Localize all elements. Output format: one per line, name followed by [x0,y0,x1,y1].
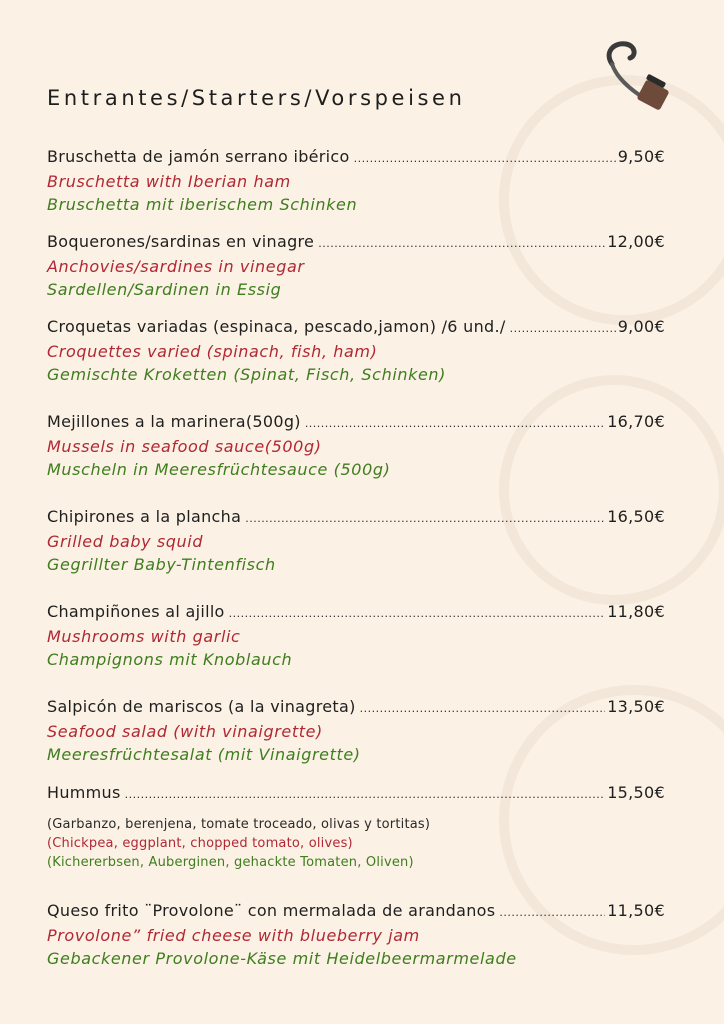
item-name-es: Champiñones al ajillo [47,602,225,621]
item-name-en: Provolone” fried cheese with blueberry jam [47,926,420,945]
item-name-es: Hummus [47,783,121,802]
item-price: 11,80€ [607,602,665,621]
menu-item [47,410,665,481]
menu-item [47,899,665,970]
menu-item [47,600,665,671]
leader-dots [245,507,605,530]
menu-item [47,145,665,216]
item-name-en: Mushrooms with garlic [47,627,241,646]
item-price: 9,50€ [617,147,665,166]
item-price: 16,70€ [607,412,665,431]
item-name-en: Mussels in seafood sauce(500g) [47,437,322,456]
item-price: 9,00€ [617,317,665,336]
item-price: 13,50€ [607,697,665,716]
item-name-es: Bruschetta de jamón serrano ibérico [47,147,350,166]
item-name-de: Gemischte Kroketten (Spinat, Fisch, Schinken) [47,365,446,384]
item-name-de: Meeresfrüchtesalat (mit Vinaigrette) [47,745,361,764]
menu-item [47,695,665,766]
pirate-hook-icon [600,40,678,114]
leader-dots [354,147,616,170]
item-name-de: Sardellen/Sardinen in Essig [47,280,282,299]
leader-dots [125,783,606,806]
item-name-en: Bruschetta with Iberian ham [47,172,291,191]
item-name-de: Champignons mit Knoblauch [47,650,293,669]
menu-item [47,505,665,576]
item-name-es: Mejillones a la marinera(500g) [47,412,301,431]
leader-dots [499,901,605,924]
leader-dots [305,412,605,435]
item-name-es: Chipirones a la plancha [47,507,242,526]
menu-item [47,781,665,872]
item-price: 15,50€ [607,783,665,802]
item-name-de: Gegrillter Baby-Tintenfisch [47,555,276,574]
item-name-es: Croquetas variadas (espinaca, pescado,jamon) /6 und./ [47,317,506,336]
item-name-de: Muscheln in Meeresfrüchtesauce (500g) [47,460,391,479]
item-price: 11,50€ [607,901,665,920]
item-name-es: Salpicón de mariscos (a la vinagreta) [47,697,356,716]
leader-dots [318,232,605,255]
menu-item [47,230,665,301]
item-name-en: Anchovies/sardines in vinegar [47,257,305,276]
item-name-de: Gebackener Provolone-Käse mit Heidelbeermarmelade [47,949,517,968]
leader-dots [360,697,606,720]
item-desc-en: (Chickpea, eggplant, chopped tomato, olives) [47,836,353,851]
menu-item [47,315,665,386]
item-name-en: Croquettes varied (spinach, fish, ham) [47,342,378,361]
item-desc-es: (Garbanzo, berenjena, tomate troceado, olivas y tortitas) [47,817,431,832]
item-price: 12,00€ [607,232,665,251]
item-name-es: Queso frito ¨Provolone¨ con mermalada de arandanos [47,901,496,920]
item-name-en: Seafood salad (with vinaigrette) [47,722,323,741]
leader-dots [229,602,606,625]
item-name-de: Bruschetta mit iberischem Schinken [47,195,358,214]
item-name-es: Boquerones/sardinas en vinagre [47,232,315,251]
item-desc-de: (Kichererbsen, Auberginen, gehackte Tomaten, Oliven) [47,855,414,870]
item-name-en: Grilled baby squid [47,532,204,551]
item-price: 16,50€ [607,507,665,526]
leader-dots [510,317,616,340]
page-title: Entrantes/Starters/Vorspeisen [47,86,466,110]
